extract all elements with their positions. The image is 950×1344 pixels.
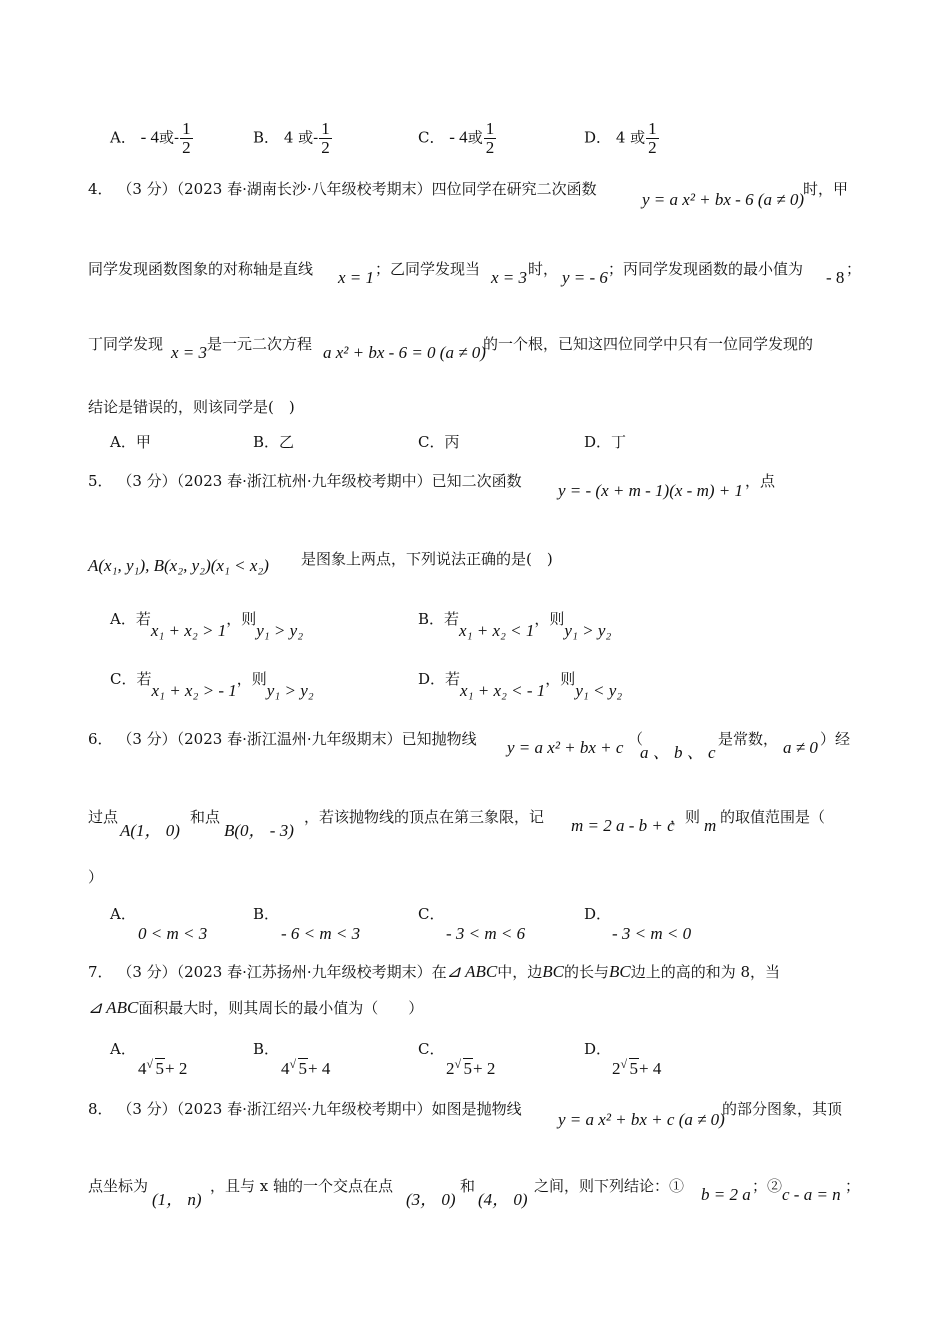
- q6-math: m: [704, 816, 717, 835]
- q6-stem-line-1: [88, 728, 477, 749]
- fraction-denominator: 2: [321, 138, 330, 157]
- coefficient: 2: [612, 1059, 621, 1078]
- q4-math: x = 1: [338, 268, 375, 287]
- q5-option-d[interactable]: [418, 668, 623, 700]
- question-meta: （3 分）（2023 春·浙江温州·九年级期末）已知抛物线: [117, 730, 477, 748]
- radicand: 5: [298, 1059, 307, 1078]
- option-result: y₁ > y₂: [564, 621, 612, 640]
- q4-text: ；: [846, 260, 862, 278]
- q8-conclusion-1: b = 2 a: [701, 1185, 751, 1204]
- option-label: C．若: [110, 670, 152, 688]
- option-label: A．若: [110, 610, 151, 628]
- option-text: 4 或: [615, 128, 646, 147]
- q4-text: 结论是错误的，则该同学是( ): [88, 398, 295, 416]
- option-label: D．: [584, 1040, 612, 1058]
- q6-math: m = 2 a - b + c: [571, 816, 675, 835]
- question-meta: （3 分）（2023 春·湖南长沙·八年级校考期末）四位同学在研究二次函数: [117, 180, 597, 198]
- option-value: [138, 1059, 187, 1078]
- q7-text: 的长与: [563, 963, 609, 981]
- option-value: [281, 1059, 330, 1078]
- question-number: 4．: [88, 180, 113, 198]
- option-result: y₁ < y₂: [575, 681, 623, 700]
- q6-text: ）: [88, 868, 104, 886]
- q6-text: 和点: [190, 808, 221, 826]
- option-text: ，则: [534, 610, 565, 628]
- option-label: A．: [110, 128, 136, 147]
- question-number: 8．: [88, 1100, 113, 1118]
- q8-text: 的部分图象，其顶: [722, 1100, 843, 1118]
- q5-option-b[interactable]: [418, 608, 612, 640]
- option-condition: x₁ + x₂ < 1: [459, 621, 535, 640]
- q3-option-b[interactable]: [253, 120, 333, 157]
- q6-point-a: A(1， 0): [120, 821, 180, 840]
- q4-text: 同学发现函数图象的对称轴是直线: [88, 260, 314, 278]
- option-value: - 3 < m < 6: [446, 924, 526, 943]
- q8-vertex: (1， n): [152, 1190, 202, 1209]
- question-number: 6．: [88, 730, 113, 748]
- fraction: [180, 120, 193, 157]
- option-condition: x₁ + x₂ > 1: [150, 621, 227, 640]
- radicand: 5: [155, 1059, 164, 1078]
- option-label: B．: [253, 905, 280, 923]
- q4-function: y = a x² + bx - 6 (a ≠ 0): [642, 190, 804, 209]
- q4-math: - 8: [826, 268, 845, 287]
- option-label: C．: [418, 1040, 445, 1058]
- option-tail: + 4: [308, 1059, 331, 1078]
- question-meta: （3 分）（2023 春·浙江绍兴·九年级校考期中）如图是抛物线: [117, 1100, 522, 1118]
- q8-text: 点坐标为: [88, 1177, 149, 1195]
- q8-text: ，且与 x 轴的一个交点在点: [210, 1177, 393, 1195]
- sqrt-icon: √ 5: [620, 1057, 638, 1078]
- q4-text: 时，甲: [803, 180, 849, 198]
- q8-function: y = a x² + bx + c (a ≠ 0): [558, 1110, 725, 1129]
- option-tail: + 4: [639, 1059, 662, 1078]
- option-result: y₁ > y₂: [256, 621, 304, 640]
- fraction: [646, 120, 659, 157]
- q8-point: (3， 0): [406, 1190, 456, 1209]
- option-condition: x₁ + x₂ > - 1: [151, 681, 237, 700]
- coefficient: 2: [446, 1059, 455, 1078]
- q5-text: ，点: [745, 472, 776, 490]
- q7-stem-line-2: [88, 997, 423, 1018]
- q4-option-c[interactable]: C．丙: [418, 433, 460, 451]
- q4-text: 是一元二次方程: [207, 335, 313, 353]
- radicand: 5: [629, 1059, 638, 1078]
- fraction-denominator: 2: [182, 138, 191, 157]
- coefficient: 4: [138, 1059, 147, 1078]
- q5-option-c[interactable]: [110, 668, 314, 700]
- option-value: - 4: [449, 127, 468, 147]
- q4-option-b[interactable]: B．乙: [253, 433, 295, 451]
- option-label: B．: [253, 1040, 280, 1058]
- q4-option-d[interactable]: D．丁: [584, 433, 627, 451]
- q5-points: A(x₁, y₁), B(x₂, y₂)(x₁ < x₂): [88, 556, 269, 575]
- option-label: A．: [110, 905, 136, 923]
- option-text: 4 或-: [283, 128, 319, 147]
- question-number: 7．: [88, 963, 113, 981]
- q7-option-b[interactable]: [253, 1038, 330, 1079]
- option-value: - 6 < m < 3: [281, 924, 361, 943]
- option-label: D．: [584, 128, 612, 147]
- option-label: B．: [253, 128, 280, 147]
- q8-text: 之间，则下列结论：①: [534, 1177, 685, 1195]
- q4-math: x = 3: [171, 343, 208, 362]
- q3-option-d[interactable]: [584, 120, 660, 157]
- q7-text: 边上的高的和为 8，当: [630, 963, 781, 981]
- q6-math: a 、 b 、 c: [640, 743, 716, 762]
- option-text: 或: [467, 128, 483, 147]
- sqrt-icon: √ 5: [289, 1057, 307, 1078]
- fraction: [319, 120, 332, 157]
- q8-point: (4， 0): [478, 1190, 528, 1209]
- q8-text: ；②: [752, 1177, 783, 1195]
- fraction-numerator: 1: [648, 119, 657, 138]
- q8-stem-line-1: [88, 1098, 522, 1119]
- q6-text: 是常数，: [718, 730, 779, 748]
- fraction: [484, 120, 497, 157]
- question-number: 5．: [88, 472, 113, 490]
- option-value: - 4: [140, 127, 160, 147]
- q6-option-d[interactable]: [584, 903, 691, 944]
- q7-text: 面积最大时，则其周长的最小值为（ ）: [138, 999, 424, 1017]
- q8-text: 和: [460, 1177, 476, 1195]
- option-result: y₁ > y₂: [266, 681, 314, 700]
- q5-function: y = - (x + m - 1)(x - m) + 1: [558, 481, 743, 500]
- radicand: 5: [463, 1059, 472, 1078]
- q6-text: 的取值范围是（: [720, 808, 826, 826]
- q4-stem-line-1: [88, 178, 597, 199]
- q4-text: 的一个根，已知这四位同学中只有一位同学发现的: [483, 335, 814, 353]
- fraction-numerator: 1: [485, 119, 495, 138]
- q5-option-a[interactable]: [110, 608, 304, 640]
- q8-text: ；: [845, 1177, 861, 1195]
- q7-option-d[interactable]: [584, 1038, 661, 1079]
- option-label: C．: [418, 128, 445, 147]
- q6-text: ）经: [820, 730, 851, 748]
- sqrt-icon: √ 5: [454, 1057, 472, 1078]
- question-meta: （3 分）（2023 春·浙江杭州·九年级校考期中）已知二次函数: [117, 472, 522, 490]
- option-value: 0 < m < 3: [138, 924, 208, 943]
- q4-text: ；丙同学发现函数的最小值为: [608, 260, 804, 278]
- q3-option-a[interactable]: [110, 120, 194, 157]
- q6-text: 过点: [88, 808, 119, 826]
- option-text: ，则: [236, 670, 267, 688]
- q6-function: y = a x² + bx + c: [507, 738, 624, 757]
- q6-text: ，则: [670, 808, 701, 826]
- q4-text: 时，: [528, 260, 559, 278]
- q4-text: 丁同学发现: [88, 335, 164, 353]
- fraction-denominator: 2: [648, 138, 657, 157]
- option-tail: + 2: [473, 1059, 496, 1078]
- coefficient: 4: [281, 1059, 290, 1078]
- option-label: C．: [418, 905, 445, 923]
- option-value: - 3 < m < 0: [612, 924, 692, 943]
- triangle-symbol: ⊿ ABC: [446, 962, 498, 981]
- q7-option-c[interactable]: [418, 1038, 495, 1079]
- q4-math: y = - 6: [562, 268, 608, 287]
- option-value: [612, 1059, 661, 1078]
- option-label: B．若: [418, 610, 460, 628]
- q6-option-c[interactable]: [418, 903, 525, 944]
- q6-option-b[interactable]: [253, 903, 360, 944]
- q7-option-a[interactable]: [110, 1038, 187, 1079]
- q4-text: ；乙同学发现当: [375, 260, 481, 278]
- segment-bc: BC: [542, 962, 564, 981]
- q4-math: x = 3: [491, 268, 528, 287]
- option-text: 或-: [159, 128, 180, 147]
- option-value: [446, 1059, 495, 1078]
- option-label: D．若: [418, 670, 461, 688]
- triangle-symbol: ⊿ ABC: [88, 998, 139, 1017]
- option-text: ，则: [226, 610, 257, 628]
- q6-text: ，若该抛物线的顶点在第三象限，记: [304, 808, 545, 826]
- q6-point-b: B(0， - 3): [224, 821, 294, 840]
- option-condition: x₁ + x₂ < - 1: [460, 681, 546, 700]
- question-meta: （3 分）（2023 春·江苏扬州·九年级校考期末）在: [117, 963, 447, 981]
- q8-conclusion-2: c - a = n: [782, 1185, 841, 1204]
- option-text: ，则: [545, 670, 576, 688]
- fraction-denominator: 2: [485, 138, 495, 157]
- q6-option-a[interactable]: [110, 903, 207, 944]
- q3-option-c[interactable]: [418, 120, 497, 157]
- q4-equation: a x² + bx - 6 = 0 (a ≠ 0): [323, 343, 486, 362]
- q6-text: （: [628, 730, 644, 748]
- fraction-numerator: 1: [321, 119, 330, 138]
- option-label: A．: [110, 1040, 136, 1058]
- option-tail: + 2: [165, 1059, 188, 1078]
- q7-text: 中，边: [497, 963, 543, 981]
- q5-text: 是图象上两点，下列说法正确的是( ): [301, 550, 553, 568]
- sqrt-icon: √ 5: [146, 1057, 164, 1078]
- q7-stem-line-1: [88, 961, 780, 982]
- fraction-numerator: 1: [182, 119, 191, 138]
- q6-math: a ≠ 0: [783, 738, 818, 757]
- segment-bc: BC: [609, 962, 631, 981]
- option-label: D．: [584, 905, 612, 923]
- q5-stem-line-1: [88, 470, 522, 491]
- q4-option-a[interactable]: A．甲: [110, 433, 151, 451]
